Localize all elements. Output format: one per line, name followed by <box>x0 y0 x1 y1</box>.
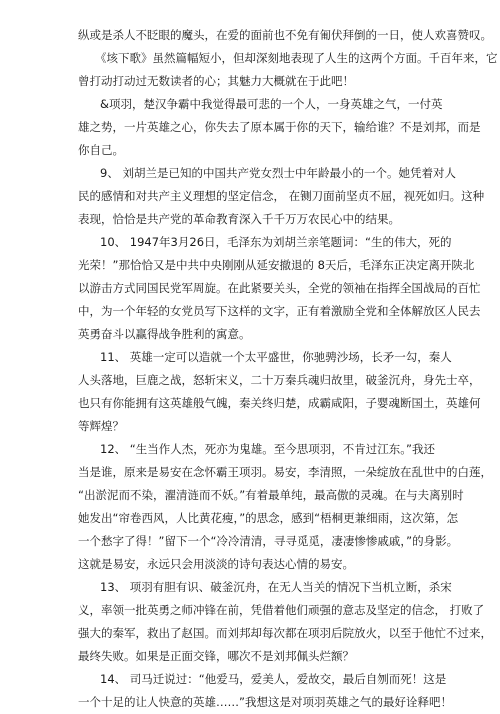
text-line: 13、 项羽有胆有识、破釜沉舟，在无人当关的情况下当机立断，杀宋 <box>100 580 452 594</box>
text-line: 她发出“帘卷西风，人比黄花瘦，”的思念，感到“梧桐更兼细雨，这次第，怎 <box>78 511 459 525</box>
text-line: “出淤泥而不染，濯清涟而不妖。”有着最单纯，最高傲的灵魂。在与夫离别时 <box>78 488 464 502</box>
text-line: 一个十足的让人快意的英雄……”我想这是对项羽英雄之气的最好诠释吧！ <box>78 695 452 709</box>
text-line: 你自己。 <box>78 143 124 157</box>
text-line: 人头落地，巨鹿之战，怒斩宋义，二十万秦兵魂归故里，破釜沉舟，身先士卒， <box>78 373 481 387</box>
text-line: 当是谁，原来是易安在念怀霸王项羽。易安，李清照，一朵绽放在乱世中的白莲， <box>78 465 492 479</box>
text-line: 表现，恰恰是共产党的革命教育深入千千万万农民心中的结果。 <box>78 212 400 226</box>
text-line: 9、 刘胡兰是已知的中国共产党女烈士中年龄最小的一个。她凭着对人 <box>100 166 456 180</box>
text-line: 14、 司马迁说过：“他爱马，爱美人，爱故交，最后自刎而死！这是 <box>100 672 447 686</box>
text-line: 《垓下歌》虽然篇幅短小，但却深刻地表现了人生的这两个方面。千百年来，它 <box>95 51 498 65</box>
text-line: 最终失败。如果是正面交锋，哪次不是刘邦佩头烂额？ <box>78 649 354 663</box>
text-line: &项羽，楚汉争霸中我觉得最可悲的一个人，一身英雄之气，一付英 <box>100 97 443 111</box>
text-line: 英勇奋斗以赢得战争胜利的寓意。 <box>78 327 251 341</box>
text-line: 中，为一个年轻的女党员写下这样的文字，正有着激励全党和全体解放区人民去 <box>78 304 481 318</box>
text-line: 11、 英雄一定可以造就一个太平盛世，你驰骋沙场，长矛一勾，秦人 <box>100 350 452 364</box>
text-line: 这就是易安，永远只会用淡淡的诗句表达心情的易安。 <box>78 557 354 571</box>
text-line: 12、 “生当作人杰，死亦为鬼雄。至今思项羽，不肯过江东。”我还 <box>100 442 435 456</box>
text-line: 光荣！”那恰恰又是中共中央刚刚从延安撤退的 8天后，毛泽东正决定离开陕北 <box>78 258 475 272</box>
text-line: 以游击方式同国民党军周旋。在此紧要关头，全党的领袖在指挥全国战局的百忙 <box>78 281 481 295</box>
text-line: 强大的秦军，救出了赵国。而刘邦却每次都在项羽后院放火，以至于他忙不过来， <box>78 626 492 640</box>
text-line: 纵或是杀人不眨眼的魔头，在爱的面前也不免有匍伏拜倒的一日，使人欢喜赞叹。 <box>78 28 492 42</box>
text-line: 曾打动打动过无数读者的心；其魅力大概就在于此吧！ <box>78 74 354 88</box>
text-line: 雄之势，一片英雄之心，你失去了原本属于你的天下，输给谁？不是刘邦，而是 <box>78 120 481 134</box>
text-line: 义，率领一批英勇之师冲锋在前，凭借着他们顽强的意志及坚定的信念， 打败了 <box>78 603 485 617</box>
text-line: 民的感情和对共产主义理想的坚定信念， 在铡刀面前坚贞不屈，视死如归。这种 <box>78 189 485 203</box>
text-line: 一个愁字了得！”留下一个“冷冷清清，寻寻觅觅，凄凄惨惨戚戚，”的身影。 <box>78 534 459 548</box>
text-line: 10、 1947年3月26日，毛泽东为刘胡兰亲笔题词：“生的伟大，死的 <box>100 235 452 249</box>
text-line: 也只有你能拥有这英雄般气魄，秦关终归楚，成霸咸阳，子婴魂断国土，英雄何 <box>78 396 481 410</box>
text-line: 等辉煌？ <box>78 419 124 433</box>
